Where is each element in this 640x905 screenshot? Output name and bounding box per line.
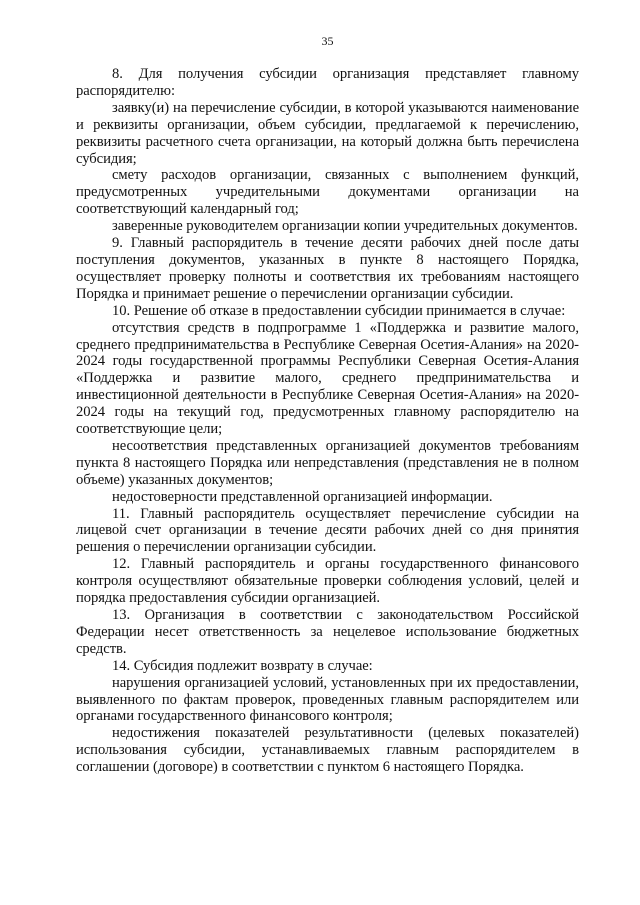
paragraph-9: 9. Главный распорядитель в течение десяти рабочих дней после даты поступления документов, указанных в пункте 8 настоящего Порядка, осуществляет проверку полноты и соответствия их требованиям настоящего Порядка и принимает решение о перечислении организации субсидии.	[76, 235, 579, 302]
paragraph-8-item-estimate: смету расходов организации, связанных с выполнением функций, предусмотренных учредительными документами организации на соответствующий календарный год;	[76, 167, 579, 218]
paragraph-8-item-application: заявку(и) на перечисление субсидии, в которой указываются наименование и реквизиты организации, объем субсидии, предлагаемой к перечислению, реквизиты расчетного счета организации, на который должна быть перечислена субсидия;	[76, 99, 579, 167]
paragraph-10-item-unreliable: недостоверности представленной организацией информации.	[112, 488, 493, 505]
paragraph-14-item-targets: недостижения показателей результативности (целевых показателей) использования субсидии, устанавливаемых главным распорядителем в соглашении (договоре) в соответствии с пунктом 6 настоящего Порядка.	[76, 725, 579, 776]
paragraph-11: 11. Главный распорядитель осуществляет перечисление субсидии на лицевой счет организации в течение десяти рабочих дней со дня принятия решения о перечислении организации субсидии.	[76, 505, 579, 556]
page-number: 35	[321, 34, 334, 48]
document-page	[76, 34, 579, 776]
paragraph-8: 8. Для получения субсидии организация представляет главному распорядителю:	[76, 66, 579, 99]
paragraph-10-item-noncompliance: несоответствия представленных организацией документов требованиям пункта 8 настоящего Порядка или непредставления (представления не в полном объеме) указанных документов;	[76, 437, 579, 488]
paragraph-14: 14. Субсидия подлежит возврату в случае:	[112, 657, 373, 674]
paragraph-10-item-no-funds: отсутствия средств в подпрограмме 1 «Поддержка и развитие малого, среднего предпринимательства в Республике Северная Осетия-Алания» на 2020-2024 годы государственной программы Республики Северная Осетия-Алания «Поддержка и развитие малого, среднего предпринимательства и инвестиционной деятельности в Республике Северная Осетия-Алания» на 2020-2024 годы на текущий год, предусмотренных главному распорядителю на соответствующие цели;	[76, 319, 579, 438]
paragraph-10: 10. Решение об отказе в предоставлении субсидии принимается в случае:	[112, 302, 566, 319]
paragraph-13: 13. Организация в соответствии с законодательством Российской Федерации несет ответственность за нецелевое использование бюджетных средств.	[76, 607, 579, 657]
paragraph-12: 12. Главный распорядитель и органы государственного финансового контроля осуществляют обязательные проверки соблюдения условий, целей и порядка предоставления субсидии организацией.	[76, 556, 579, 607]
paragraph-8-item-copies: заверенные руководителем организации копии учредительных документов.	[112, 218, 578, 235]
paragraph-14-item-violation: нарушения организацией условий, установленных при их предоставлении, выявленного по фактам проверок, проведенных главным распорядителем или органами государственного финансового контроля;	[76, 674, 579, 725]
